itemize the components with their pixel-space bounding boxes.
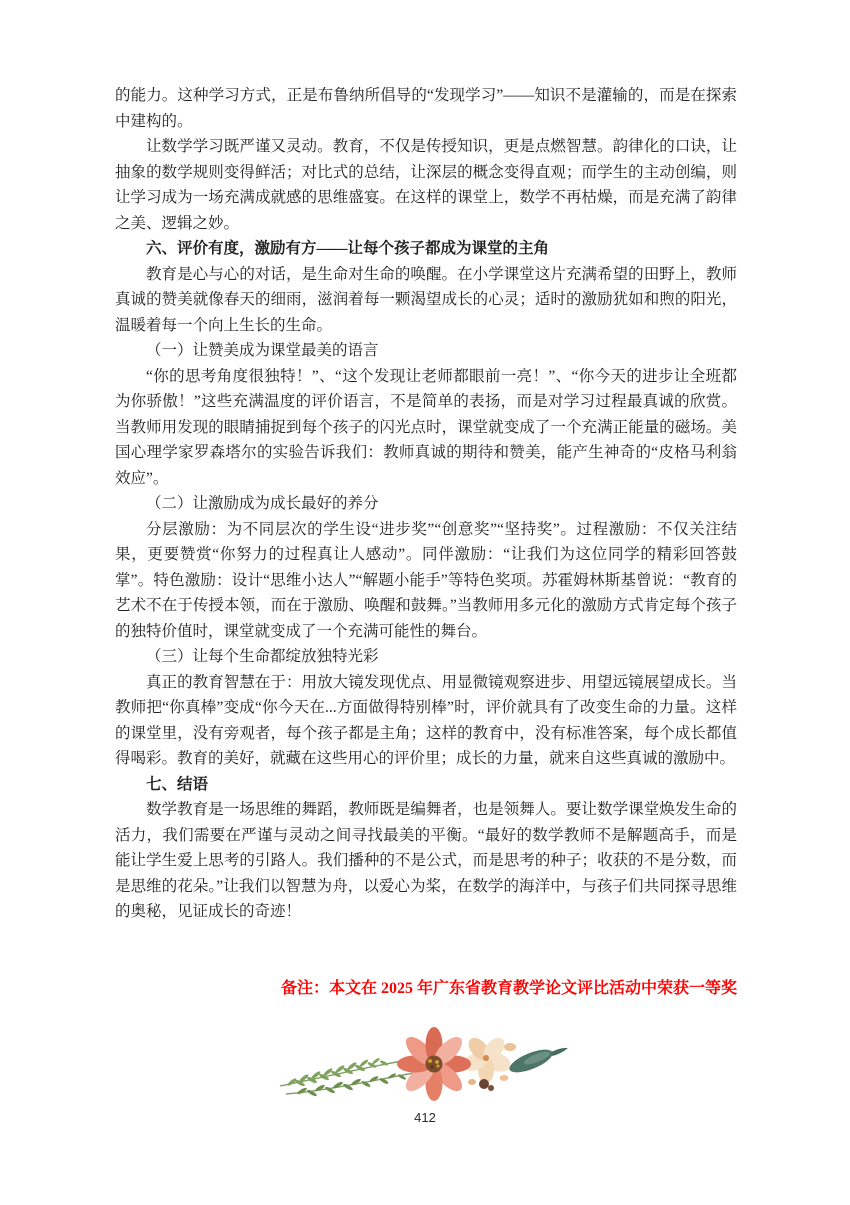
section-heading-7: 七、结语: [146, 775, 209, 793]
paragraph: 教育是心与心的对话，是生命对生命的唤醒。在小学课堂这片充满希望的田野上，教师真诚的赞美就像春天的细雨，滋润着每一颗渴望成长的心灵；适时的激励犹如和煦的阳光，温暖着每一个向上生长的生命。: [115, 265, 737, 334]
flower-decoration: [115, 1020, 737, 1113]
section-heading-6: 六、评价有度，激励有方——让每个孩子都成为课堂的主角: [146, 240, 550, 257]
paragraph: 让数学学习既严谨又灵动。教育，不仅是传授知识，更是点燃智慧。韵律化的口诀，让抽象的数学规则变得鲜活；对比式的总结，让深层的概念变得直观；而学生的主动创编，则让学习成为一场充满成就感的思维盛宴。在这样的课堂上，数学不再枯燥，而是充满了韵律之美、逻辑之妙。: [115, 138, 737, 232]
subsection-heading-3: （三）让每个生命都绽放独特光彩: [146, 648, 379, 665]
paragraph: 分层激励：为不同层次的学生设“进步奖”“创意奖”“坚持奖”。过程激励：不仅关注结果，更要赞赏“你努力的过程真让人感动”。同伴激励：“让我们为这位同学的精彩回答鼓掌”。特色激励：设计“思维小达人”“解题小能手”等特色奖项。苏霍姆林斯基曾说：“教育的艺术不在于传授本领，而在于激励、唤醒和鼓舞。”当教师用多元化的激励方式肯定每个孩子的独特价值时，课堂就变成了一个充满可能性的舞台。: [115, 520, 737, 640]
subsection-heading-2: （二）让激励成为成长最好的养分: [146, 495, 379, 512]
award-note: 备注：本文在 2025 年广东省教育教学论文评比活动中荣获一等奖: [280, 980, 737, 997]
paragraph: 真正的教育智慧在于：用放大镜发现优点、用显微镜观察进步、用望远镜展望成长。当教师把“你真棒”变成“你今天在...方面做得特别棒”时，评价就具有了改变生命的力量。这样的课堂里，没有旁观者，每个孩子都是主角；这样的教育中，没有标准答案，每个成长都值得喝彩。教育的美好，就藏在这些用心的评价里；成长的力量，就来自这些真诚的激励中。: [115, 673, 737, 767]
paragraph: “你的思考角度很独特！”、“这个发现让老师都眼前一亮！”、“你今天的进步让全班都为你骄傲！”这些充满温度的评价语言，不是简单的表扬，而是对学习过程最真诚的欣赏。当教师用发现的眼睛捕捉到每个孩子的闪光点时，课堂就变成了一个充满正能量的磁场。美国心理学家罗森塔尔的实验告诉我们：教师真诚的期待和赞美，能产生神奇的“皮格马利翁效应”。: [115, 367, 737, 487]
watercolor-flower-icon: [276, 1020, 576, 1108]
page-number: 412: [414, 1110, 436, 1125]
document-content: [115, 83, 737, 925]
paragraph-continued: 的能力。这种学习方式，正是布鲁纳所倡导的“发现学习”——知识不是灌输的，而是在探索中建构的。: [115, 87, 737, 130]
paragraph: 数学教育是一场思维的舞蹈，教师既是编舞者，也是领舞人。要让数学课堂焕发生命的活力，我们需要在严谨与灵动之间寻找最美的平衡。“最好的数学教师不是解题高手，而是能让学生爱上思考的引路人。我们播种的不是公式，而是思考的种子；收获的不是分数，而是思维的花朵。”让我们以智慧为舟，以爱心为桨，在数学的海洋中，与孩子们共同探寻思维的奥秘，见证成长的奇迹！: [115, 801, 737, 920]
subsection-heading-1: （一）让赞美成为课堂最美的语言: [146, 342, 379, 359]
